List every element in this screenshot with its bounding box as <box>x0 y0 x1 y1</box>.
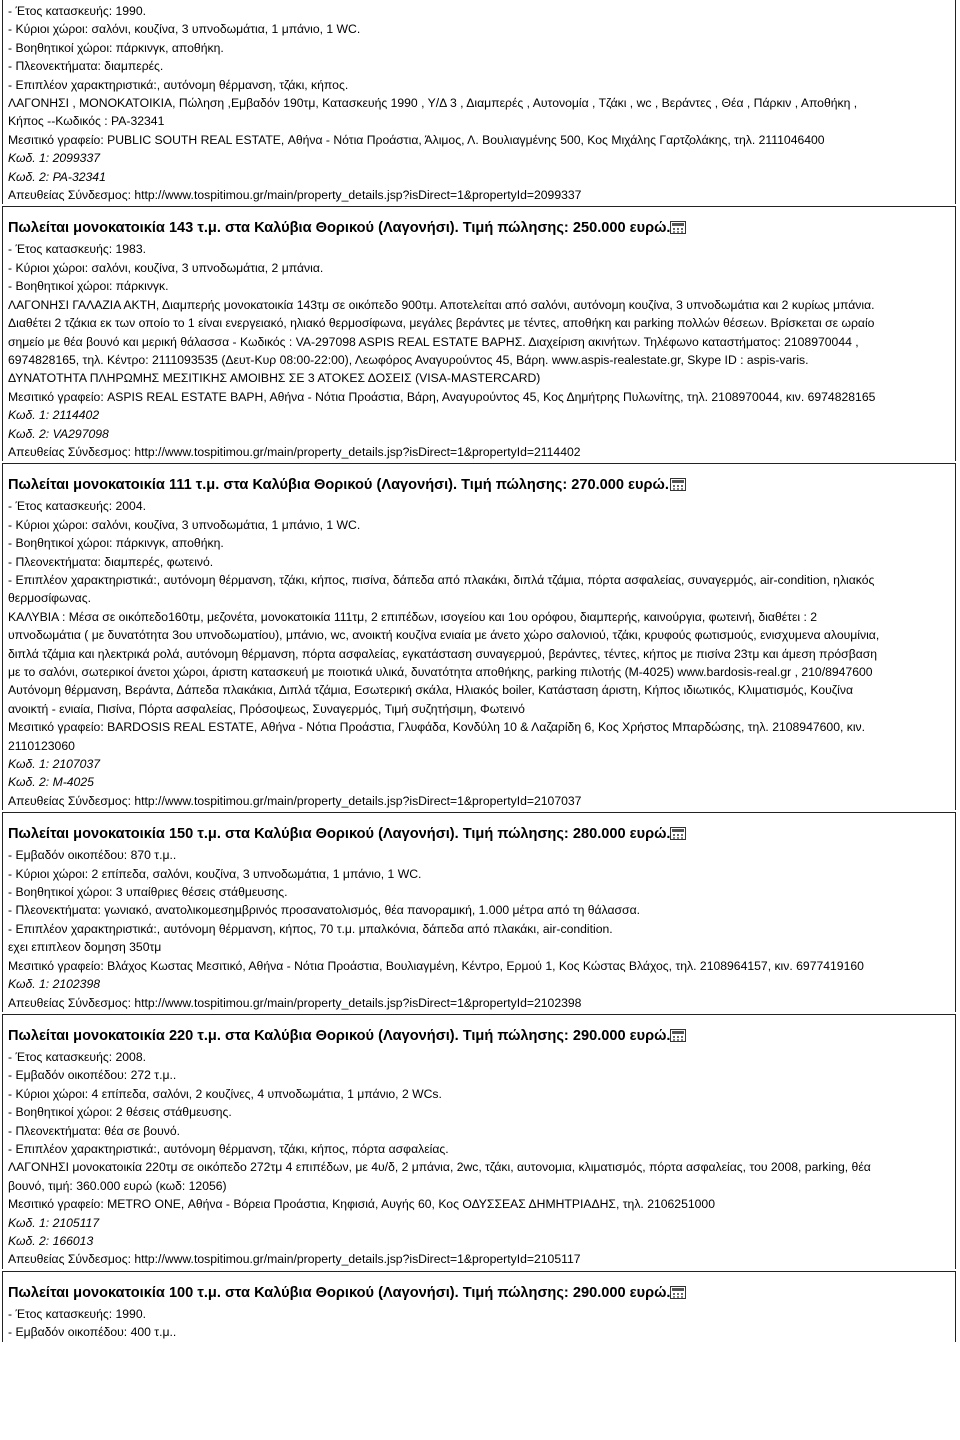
listing-line: Μεσιτικό γραφείο: Βλάχος Κωστας Μεσιτικό, Αθήνα - Νότια Προάστια, Βουλιαγμένη, Κέντρο, Ερμού 1, Κος Κώστας Βλάχος, τηλ. 2108964157, κιν. 6977419160 <box>8 958 864 973</box>
direct-link[interactable] <box>8 792 950 810</box>
listing-line: - Πλεονεκτήματα: γωνιακό, ανατολικοµεσηµβρινός προσανατολισμός, θέα πανοραμική, 1.000 μέτρα από τη θάλασσα. <box>8 903 641 918</box>
listing-line: Μεσιτικό γραφείο: METRO ONE, Αθήνα - Βόρεια Προάστια, Κηφισιά, Αυγής 60, Κος ΟΔΥΣΣΕΑΣ ΔΗΜΗΤΡΙΑΔΗΣ, τηλ. 2106251000 <box>8 1197 715 1212</box>
listing-title: Πωλείται μονοκατοικία 100 τ.μ. στα Καλύβια Θορικού (Λαγονήσι). Τιμή πώλησης: 290.000 ευρώ. <box>8 1284 671 1301</box>
listing-line: - Πλεονεκτήματα: θέα σε βουνό. <box>8 1123 180 1138</box>
listing-line: θερμοσίφωνας. <box>8 591 91 606</box>
listing-line: 2110123060 <box>8 738 75 753</box>
listing-line: υπνοδωμάτια ( με δυνατότητα 3ου υπνοδωματίου), μπάνιο, wc, ανοικτή κουζίνα ενιαία με άνετο χώρο σαλονιού, τζάκι, κρυφούς φωτισμούς, ενισχυμενα αλουμίνια, <box>8 628 880 643</box>
listing-code: Κωδ. 2: M-4025 <box>8 775 94 790</box>
direct-link-text[interactable]: Απευθείας Σύνδεσμος: http://www.tospitimou.gr/main/property_details.jsp?isDirect=1&propertyId=2105117 <box>8 1252 581 1267</box>
listing-line: σημείο με θέα βουνό και μερική θάλασσα - Κωδικός : VA-297098 ASPIS REAL ESTATE ΒΑΡΗΣ. Διαχείριση ακινήτων. Τηλέφωνο καταστήματος: 2108970044 , <box>8 334 859 349</box>
phone-icon <box>670 827 686 840</box>
listing-line: ΔΥΝΑΤΟΤΗΤΑ ΠΛΗΡΩΜΗΣ ΜΕΣΙΤΙΚΗΣ ΑΜΟΙΒΗΣ ΣΕ 3 ΑΤΟΚΕΣ ΔΟΣΕΙΣ (VISA-MASTERCARD) <box>8 371 541 386</box>
listing-line: - Έτος κατασκευής: 1990. <box>8 4 146 18</box>
phone-icon <box>670 1286 686 1299</box>
listing-code: Κωδ. 2: VA297098 <box>8 426 109 441</box>
listing-title: Πωλείται μονοκατοικία 220 τ.μ. στα Καλύβια Θορικού (Λαγονήσι). Τιμή πώλησης: 290.000 ευρώ. <box>8 1027 671 1044</box>
listing-code: Κωδ. 2: PA-32341 <box>8 169 106 184</box>
listing-header <box>8 1281 950 1305</box>
listing-line: Μεσιτικό γραφείο: ASPIS REAL ESTATE ΒΑΡΗ, Αθήνα - Νότια Προάστια, Βάρη, Αναγυρούντος 45, Κος Δημήτρης Πυλωνίτης, τηλ. 2108970044, κιν. 6974828165 <box>8 389 876 404</box>
listing-code: Κωδ. 1: 2114402 <box>8 408 100 423</box>
listing-line: - Κύριοι χώροι: 4 επίπεδα, σαλόνι, 2 κουζίνες, 4 υπνοδωμάτια, 1 μπάνιο, 2 WCs. <box>8 1086 442 1101</box>
phone-icon <box>670 478 686 491</box>
listing-line: - Κύριοι χώροι: 2 επίπεδα, σαλόνι, κουζίνα, 3 υπνοδωμάτια, 1 μπάνιο, 1 WC. <box>8 866 422 881</box>
listing-line: - Εμβαδόν οικοπέδου: 400 τ.μ.. <box>8 1325 177 1340</box>
listing-code: Κωδ. 1: 2102398 <box>8 977 101 992</box>
listing-line: Κήπος --Κωδικός : PA-32341 <box>8 114 165 129</box>
listing-title: Πωλείται μονοκατοικία 111 τ.μ. στα Καλύβια Θορικού (Λαγονήσι). Τιμή πώλησης: 270.000 ευρώ. <box>8 477 669 494</box>
listing-line: - Κύριοι χώροι: σαλόνι, κουζίνα, 3 υπνοδωμάτια, 1 μπάνιο, 1 WC. <box>8 517 361 532</box>
listing-line: - Επιπλέον χαρακτηριστικά:, αυτόνομη θέρμανση, τζάκι, κήπος. <box>8 77 349 92</box>
listing-line: ΛΑΓΟΝΗΣΙ μονοκατοικία 220τμ σε οικόπεδο 272τμ 4 επιπέδων, με 4υ/δ, 2 μπάνια, 2wc, τζάκι, αυτονομια, κλιματισμός, πόρτα ασφαλείας, του 2008, parking, θέα <box>8 1160 871 1175</box>
listing-line: εχει επιπλεον δομηση 350τμ <box>8 940 162 955</box>
listing-code: Κωδ. 1: 2105117 <box>8 1215 100 1230</box>
listing-header <box>8 1024 950 1048</box>
listing-line: - Βοηθητικοί χώροι: πάρκινγκ, αποθήκη. <box>8 536 224 551</box>
listing-line: - Πλεονεκτήματα: διαμπερές, φωτεινό. <box>8 554 214 569</box>
listing-line: ΛΑΓΟΝΗΣΙ , ΜΟΝΟΚΑΤΟΙΚΙΑ, Πώληση ,Εμβαδόν 190τμ, Κατασκευής 1990 , Υ/Δ 3 , Διαμπερές , Αυτονομία , Τζάκι , wc , Βεράντες , Θέα , Πάρκιν , Αποθήκη , <box>8 96 858 111</box>
listing-line: - Κύριοι χώροι: σαλόνι, κουζίνα, 3 υπνοδωμάτια, 2 μπάνια. <box>8 260 324 275</box>
listing-line: ΚΑΛΥΒΙΑ : Μέσα σε οικόπεδο160τμ, μεζονέτα, μονοκατοικία 111τμ, 2 επιπέδων, ισογείου και 1ου ορόφου, διαμπερής, καινούργια, φωτεινή, διαθέτει : 2 <box>8 609 818 624</box>
listing-line: - Έτος κατασκευής: 2004. <box>8 499 146 514</box>
listing-line: 6974828165, τηλ. Κέντρο: 2111093535 (Δευτ-Κυρ 08:00-22:00), Λεωφόρος Αναγυρούντος 45, Βάρη. www.aspis-realestate.gr, Skype ID : aspis-varis. <box>8 352 809 367</box>
listing-line: - Έτος κατασκευής: 2008. <box>8 1049 146 1064</box>
listing-line: - Βοηθητικοί χώροι: πάρκινγκ, αποθήκη. <box>8 40 224 55</box>
listing-line: - Έτος κατασκευής: 1983. <box>8 242 146 257</box>
listing-line: - Επιπλέον χαρακτηριστικά:, αυτόνομη θέρμανση, τζάκι, κήπος, πόρτα ασφαλείας. <box>8 1141 449 1156</box>
listing-code: Κωδ. 1: 2107037 <box>8 757 101 772</box>
direct-link-text[interactable]: Απευθείας Σύνδεσμος: http://www.tospitimou.gr/main/property_details.jsp?isDirect=1&propertyId=2102398 <box>8 995 582 1010</box>
listing-line: - Εμβαδόν οικοπέδου: 870 τ.μ.. <box>8 848 177 863</box>
document-page <box>2 0 956 1354</box>
listing-header <box>8 822 950 846</box>
listing-header <box>8 216 950 240</box>
listing-block <box>2 0 956 204</box>
listing-line: - Πλεονεκτήματα: διαμπερές. <box>8 59 164 74</box>
listing-line: - Βοηθητικοί χώροι: 3 υπαίθριες θέσεις στάθμευσης. <box>8 885 288 900</box>
listing-block <box>2 1271 956 1342</box>
phone-icon <box>670 1029 686 1042</box>
listing-block <box>2 1014 956 1269</box>
listing-block <box>2 206 956 461</box>
direct-link-text[interactable]: Απευθείας Σύνδεσμος: http://www.tospitimou.gr/main/property_details.jsp?isDirect=1&propertyId=2099337 <box>8 188 582 203</box>
listing-line: Διαθέτει 2 τζάκια εκ των οποίο το 1 είναι ενεργειακό, ηλιακό θερμοσίφωνα, μεγάλες βεράντες με τέντες, αποθήκη και parking πολλών θέσεων. Βρίσκεται σε ωραίο <box>8 316 875 331</box>
listing-line: Μεσιτικό γραφείο: PUBLIC SOUTH REAL ESTATE, Αθήνα - Νότια Προάστια, Άλιμος, Λ. Βουλιαγμένης 500, Κος Μιχάλης Γαρτζολάκης, τηλ. 2111046400 <box>8 132 825 147</box>
listing-header <box>8 473 950 497</box>
listing-block <box>2 463 956 810</box>
phone-icon <box>670 221 686 234</box>
direct-link[interactable] <box>8 994 950 1012</box>
listing-line: ΛΑΓΟΝΗΣΙ ΓΑΛΑΖΙΑ ΑΚΤΗ, Διαμπερής μονοκατοικία 143τμ σε οικόπεδο 900τμ. Αποτελείται από σαλόνι, αυτόνομη κουζίνα, 3 υπνοδωμάτια και 2 κυρίως μπάνια. <box>8 297 875 312</box>
listing-line: - Εμβαδόν οικοπέδου: 272 τ.μ.. <box>8 1068 177 1083</box>
listing-line: βουνό, τιμή: 360.000 ευρώ (κωδ: 12056) <box>8 1178 227 1193</box>
direct-link[interactable] <box>8 1250 950 1268</box>
listing-line: διπλά τζάμια και ηλεκτρικά ρολά, αυτόνομη θέρμανση, πόρτα ασφαλείας, εγκατάσταση συναγερμού, βεράντες, τέντες, κήπος με πισίνα 23τμ και άμεση πρόσβαση <box>8 646 878 661</box>
listing-title: Πωλείται μονοκατοικία 150 τ.μ. στα Καλύβια Θορικού (Λαγονήσι). Τιμή πώλησης: 280.000 ευρώ. <box>8 826 671 843</box>
listing-line: - Βοηθητικοί χώροι: 2 θέσεις στάθμευσης. <box>8 1105 232 1120</box>
direct-link[interactable] <box>8 443 950 461</box>
listing-line: Αυτόνομη θέρμανση, Βεράντα, Δάπεδα πλακάκια, Διπλά τζάμια, Εσωτερική σκάλα, Ηλιακός boiler, Κατάσταση άριστη, Κήπος ιδιωτικός, Κλιματισμός, Κουζίνα <box>8 683 854 698</box>
listing-code: Κωδ. 2: 166013 <box>8 1233 94 1248</box>
direct-link[interactable] <box>8 186 950 204</box>
listing-block <box>2 812 956 1012</box>
listing-line: - Έτος κατασκευής: 1990. <box>8 1306 146 1321</box>
listing-code: Κωδ. 1: 2099337 <box>8 151 101 166</box>
listing-line: Μεσιτικό γραφείο: BARDOSIS REAL ESTATE, Αθήνα - Νότια Προάστια, Γλυφάδα, Κονδύλη 10 & Λαζαρίδη 6, Κος Χρήστος Μπαρδώσης, τηλ. 2108947600, κιν. <box>8 720 866 735</box>
listing-line: - Επιπλέον χαρακτηριστικά:, αυτόνομη θέρμανση, τζάκι, κήπος, πισίνα, δάπεδα από πλακάκι, διπλά τζάμια, πόρτα ασφαλείας, συναγερμός, air-condition, ηλιακός <box>8 572 875 587</box>
direct-link-text[interactable]: Απευθείας Σύνδεσμος: http://www.tospitimou.gr/main/property_details.jsp?isDirect=1&propertyId=2114402 <box>8 444 581 459</box>
direct-link-text[interactable]: Απευθείας Σύνδεσμος: http://www.tospitimou.gr/main/property_details.jsp?isDirect=1&propertyId=2107037 <box>8 793 582 808</box>
listing-line: - Επιπλέον χαρακτηριστικά:, αυτόνομη θέρμανση, κήπος, 70 τ.μ. μπαλκόνια, δάπεδα από πλακάκι, air-condition. <box>8 921 613 936</box>
listing-line: - Κύριοι χώροι: σαλόνι, κουζίνα, 3 υπνοδωμάτια, 1 μπάνιο, 1 WC. <box>8 22 361 37</box>
listing-title: Πωλείται μονοκατοικία 143 τ.μ. στα Καλύβια Θορικού (Λαγονήσι). Τιμή πώλησης: 250.000 ευρώ. <box>8 220 671 237</box>
listing-line: - Βοηθητικοί χώροι: πάρκινγκ. <box>8 279 169 294</box>
listing-line: ανοικτή - ενιαία, Πισίνα, Πόρτα ασφαλείας, Πρόσοψεως, Συναγερμός, Τιμή συζητήσιμη, Φωτεινό <box>8 701 525 716</box>
listing-line: με το σαλόνι, σωτερικοί άνετοι χώροι, άριστη κατασκευή με ποιοτικά υλικά, δυνατότητα αποθήκης, parking πιλοτής (M-4025) www.bardosis-real.gr , 210/8947600 <box>8 665 873 679</box>
